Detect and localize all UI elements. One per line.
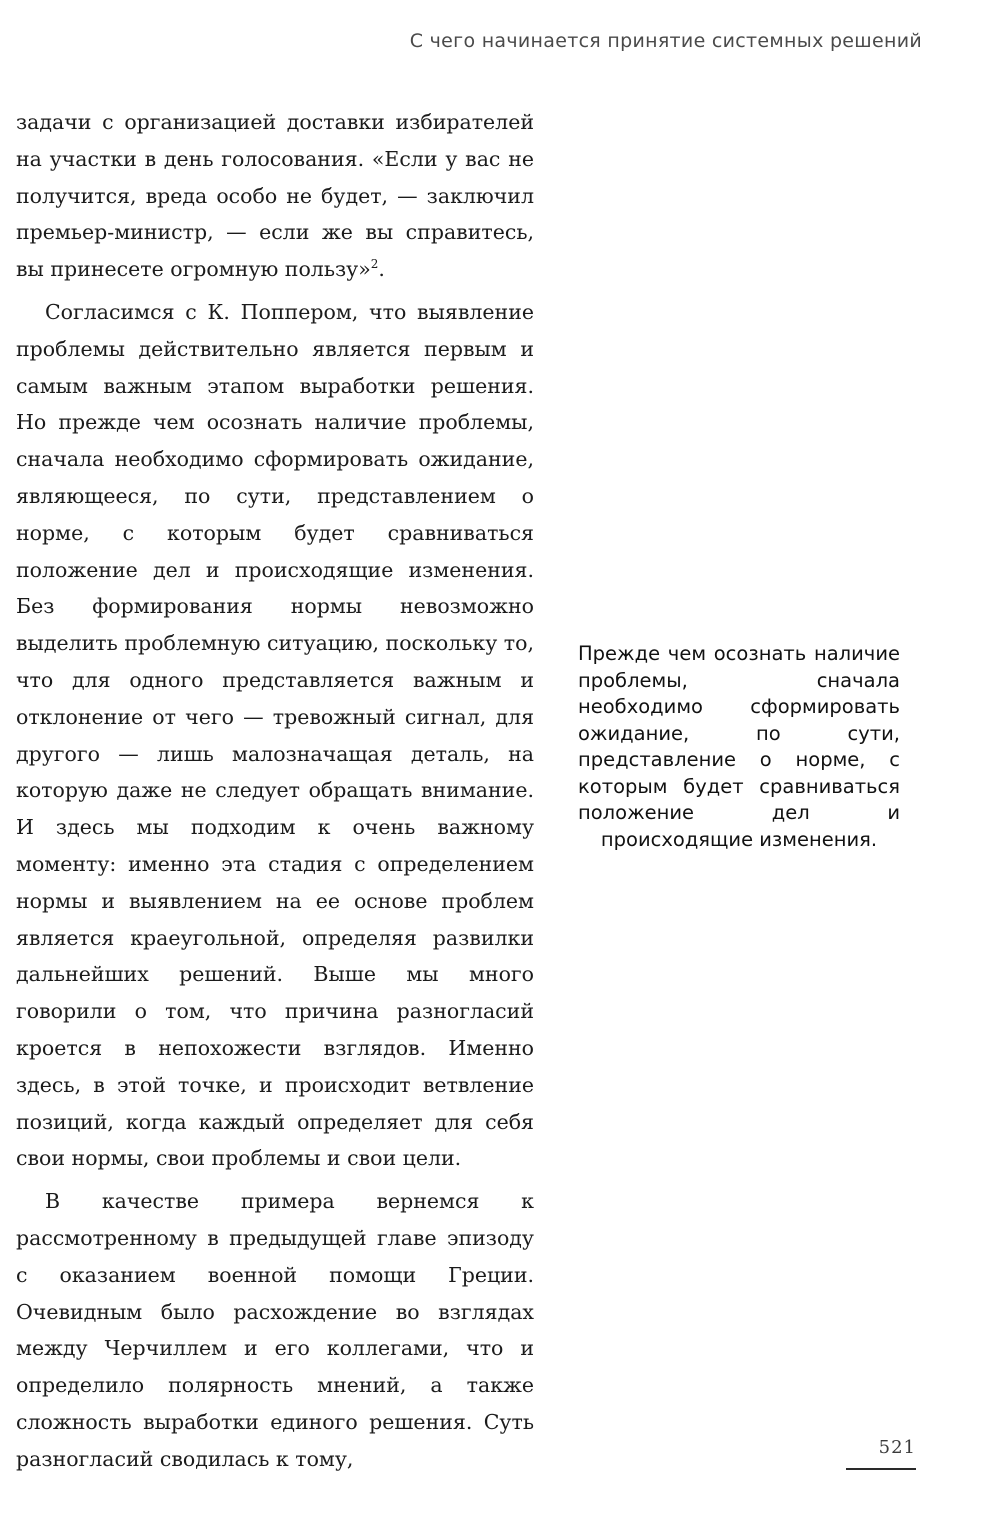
pull-quote: Прежде чем осознать наличие проблемы, сначала необходимо сформировать ожидание, по сути, представление о норме, с которым будет сравниваться положение дел и происходящие изменения. xyxy=(578,642,900,851)
paragraph-1-text: задачи с организацией доставки избирателей на участки в день голосования. «Если у вас не получится, вреда особо не будет, — заключил премьер-министр, — если же вы справитесь, вы принесете огромную пользу» xyxy=(16,110,534,282)
footnote-ref: 2 xyxy=(370,257,379,272)
paragraph-3: В качестве примера вернемся к рассмотренному в предыдущей главе эпизоду с оказанием военной помощи Греции. Очевидным было расхождение во взглядах между Черчиллем и его коллегами, что и определило полярность мнений, а также сложность выработки единого решения. Суть разногласий сводилась к тому, xyxy=(16,1189,534,1471)
paragraph-1 xyxy=(16,104,534,288)
page-number-rule xyxy=(846,1468,916,1470)
running-title: С чего начинается принятие системных решений xyxy=(409,30,922,52)
paragraph-2: Согласимся с К. Поппером, что выявление проблемы действительно является первым и самым важным этапом выработки решения. Но прежде чем осознать наличие проблемы, сначала необходимо сформировать ожидание, являющееся, по сути, представлением о норме, с которым будет сравниваться положение дел и происходящие изменения. Без формирования нормы невозможно выделить проблемную ситуацию, поскольку то, что для одного представляется важным и отклонение от чего — тревожный сигнал, для другого — лишь малозначащая деталь, на которую даже не следует обращать внимание. И здесь мы подходим к очень важному моменту: именно эта стадия с определением нормы и выявлением на ее основе проблем является краеугольной, определяя развилки дальнейших решений. Выше мы много говорили о том, что причина разногласий кроется в непохожести взглядов. Именно здесь, в этой точке, и происходит ветвление позиций, когда каждый определяет для себя свои нормы, свои проблемы и свои цели. xyxy=(16,299,534,1171)
paragraph-1-tail: . xyxy=(378,257,385,282)
main-text-column xyxy=(16,104,534,1477)
page-number: 521 xyxy=(878,1437,916,1458)
